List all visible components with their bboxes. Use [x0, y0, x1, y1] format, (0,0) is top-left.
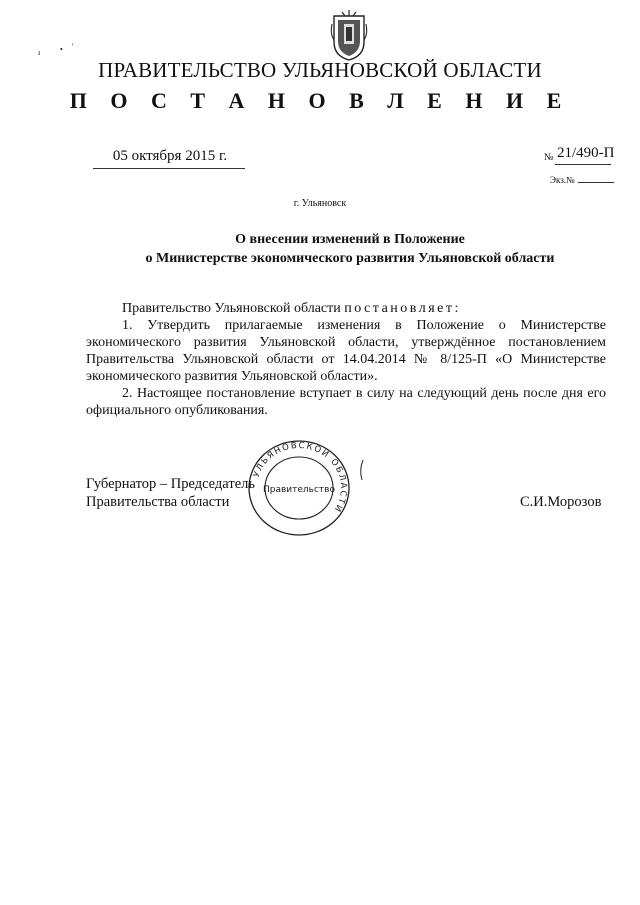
position-line-2: Правительства области	[86, 494, 230, 510]
handwritten-mark	[355, 458, 369, 482]
scan-speck: •	[60, 45, 63, 54]
signatory-name: С.И.Морозов	[520, 494, 602, 510]
signatory-position	[86, 475, 255, 511]
document-subject	[60, 230, 640, 268]
position-line-1: Губернатор – Председатель	[86, 476, 255, 492]
item-1: 1. Утвердить прилагаемые изменения в Положение о Министерстве экономического развития Ульяновской области, утверждённое постановлением Правительства Ульяновской области от 14.04.2014 № 8/125-П «О Министерстве экономического развития Ульяновской области».	[86, 318, 606, 384]
coat-of-arms-icon	[330, 10, 368, 62]
preamble	[86, 300, 606, 317]
subject-line-2: о Министерстве экономического развития Ульяновской области	[145, 251, 555, 266]
copy-number-label: Экз.№	[550, 175, 575, 185]
scan-speck: '	[72, 42, 74, 51]
document-body	[86, 300, 606, 419]
preamble-verb: постановляет:	[344, 301, 461, 316]
copy-number-underline	[578, 182, 614, 183]
document-type: П О С Т А Н О В Л Е Н И Е	[69, 88, 571, 113]
city: г. Ульяновск	[293, 198, 347, 209]
item-2: 2. Настоящее постановление вступает в силу на следующий день после дня его официального опубликования.	[86, 386, 606, 418]
official-seal-stamp	[244, 438, 354, 538]
scan-speck: ı	[38, 48, 41, 57]
number-sign: №	[544, 152, 554, 163]
subject-line-1: О внесении изменений в Положение	[235, 232, 465, 247]
document-number: 21/490-П	[557, 145, 615, 161]
seal-ring-text: УЛЬЯНОВСКОЙ ОБЛАСТИ	[251, 440, 349, 515]
seal-center-text: Правительство	[263, 485, 335, 495]
government-title: ПРАВИТЕЛЬСТВО УЛЬЯНОВСКОЙ ОБЛАСТИ	[98, 58, 542, 82]
document-date: 05 октября 2015 г.	[112, 148, 228, 164]
preamble-text: Правительство Ульяновской области	[122, 301, 345, 316]
